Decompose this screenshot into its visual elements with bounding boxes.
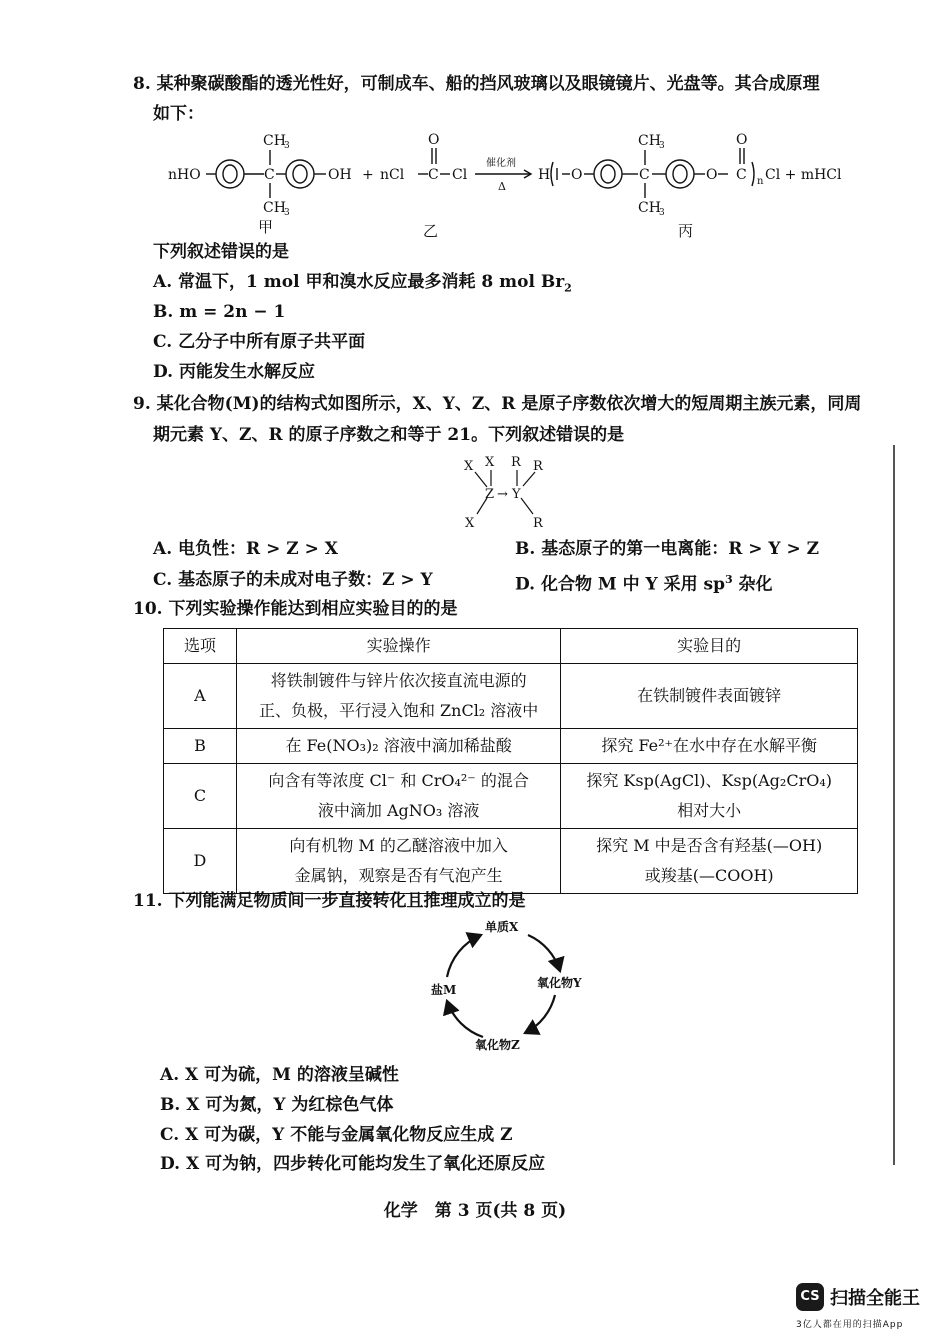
cycle-node-y: 氧化物Y [537,976,582,990]
scanner-watermark [796,1283,936,1335]
q9-option-a: A. 电负性：R > Z > X [153,539,338,559]
q10-stem: 10. 下列实验操作能达到相应实验目的的是 [133,599,458,619]
r-atom: R [533,459,543,474]
reactant1-prefix: nHO [168,167,201,183]
heat-label: Δ [498,180,506,193]
experiment-table [163,628,858,894]
table-row: D 向有机物 M 的乙醚溶液中加入 金属钠，观察是否有气泡产生 探究 M 中是否含有羟基(—OH) 或羧基(—COOH) [164,829,858,894]
x-atom: X [465,516,475,531]
q9-option-d: D. 化合物 M 中 Y 采用 $sp^3$ 杂化 [515,573,773,595]
q8-reaction-scheme [160,128,850,243]
x-atom: X [485,455,495,470]
table-row: C 向含有等浓度 Cl⁻ 和 CrO₄²⁻ 的混合 液中滴加 AgNO₃ 溶液 探究 Ksp(AgCl)、Ksp(Ag₂CrO₄) 相对大小 [164,764,858,829]
reactant2-oxygen: O [428,132,440,148]
scanner-slogan: 3亿人都在用的扫描App [796,1320,904,1330]
q9-stem-line1: 9. 某化合物(M)的结构式如图所示，X、Y、Z、R 是原子序数依次增大的短周期主族元素，同周 [133,394,862,414]
product-ch3-bottom: CH [638,200,661,216]
label-jia: 甲 [258,218,274,236]
q9-option-c: C. 基态原子的未成对电子数：Z > Y [153,570,433,590]
label-bing: 丙 [678,222,694,240]
reactant1-suffix: OH [328,167,352,183]
svg-text:3: 3 [284,141,290,151]
q9-structure [455,450,555,532]
product-tail: Cl + mHCl [765,167,842,183]
y-atom: Y [512,487,521,502]
page-edge-line [893,445,895,1165]
q9-option-b: B. 基态原子的第一电离能：R > Y > Z [515,539,820,559]
q8-option-d: D. 丙能发生水解反应 [153,362,315,382]
table-header-row [164,629,858,664]
scanner-logo-icon: CS [796,1283,824,1311]
r-atom: R [533,516,543,531]
cycle-node-z: 氧化物Z [475,1038,520,1052]
coordinate-bond-arrow: → [497,487,508,502]
x-atom: X [464,459,474,474]
reactant2-carbon: C [428,167,439,183]
table-row: A 将铁制镀件与锌片依次接直流电源的 正、负极，平行浸入饱和 ZnCl₂ 溶液中 在铁制镀件表面镀锌 [164,664,858,729]
header-goal: 实验目的 [561,629,858,664]
reactant2-right: Cl [452,167,468,183]
q8-stem-line1: 8. 某种聚碳酸酯的透光性好，可制成车、船的挡风玻璃以及眼镜镜片、光盘等。其合成原理 [133,74,820,94]
scanner-app-name: 扫描全能王 [830,1288,920,1309]
q8-option-b: B. m = 2n − 1 [153,302,286,322]
product-carbon: C [639,167,650,183]
svg-text:3: 3 [659,141,665,151]
product-n: n [757,176,764,187]
q11-stem: 11. 下列能满足物质间一步直接转化且推理成立的是 [133,891,526,911]
plus-sign-1: + [362,167,374,183]
z-atom: Z [485,487,495,502]
q11-option-c: C. X 可为碳，Y 不能与金属氧化物反应生成 Z [160,1125,513,1145]
q11-option-d: D. X 可为钠，四步转化可能均发生了氧化还原反应 [160,1154,546,1174]
product-hydrogen: H [538,167,551,183]
product-ch3-top: CH [638,133,661,149]
product-carbonyl-carbon: C [736,167,747,183]
header-option: 选项 [164,629,237,664]
q8-option-a: A. 常温下，1 mol 甲和溴水反应最多消耗 8 mol $Br_2$ [153,272,572,295]
catalyst-label: 催化剂 [486,158,516,169]
cycle-node-m: 盐M [431,983,457,997]
q11-option-b: B. X 可为氮，Y 为红棕色气体 [160,1095,394,1115]
r-atom: R [511,455,521,470]
reactant1-ch3-bottom: CH [263,200,286,216]
q11-cycle-diagram [425,915,595,1055]
page-footer: 化学 第 3 页(共 8 页) [383,1201,567,1221]
table-row: B 在 Fe(NO₃)₂ 溶液中滴加稀盐酸 探究 Fe²⁺在水中存在水解平衡 [164,729,858,764]
q8-stem-line2: 如下： [153,104,204,124]
product-oxygen-2: O [706,167,718,183]
header-operation: 实验操作 [236,629,560,664]
product-carbonyl-oxygen: O [736,132,748,148]
reactant1-carbon: C [264,167,275,183]
q11-option-a: A. X 可为硫，M 的溶液呈碱性 [160,1065,399,1085]
q9-stem-line2: 期元素 Y、Z、R 的原子序数之和等于 21。下列叙述错误的是 [153,425,625,445]
reactant1-ch3-top: CH [263,133,286,149]
cycle-node-x: 单质X [485,920,519,934]
q8-question: 下列叙述错误的是 [153,242,289,262]
svg-text:3: 3 [284,208,290,218]
reactant2-left: nCl [380,167,405,183]
svg-text:3: 3 [659,208,665,218]
product-oxygen-1: O [571,167,583,183]
label-yi: 乙 [423,222,439,240]
q8-option-c: C. 乙分子中所有原子共平面 [153,332,366,352]
